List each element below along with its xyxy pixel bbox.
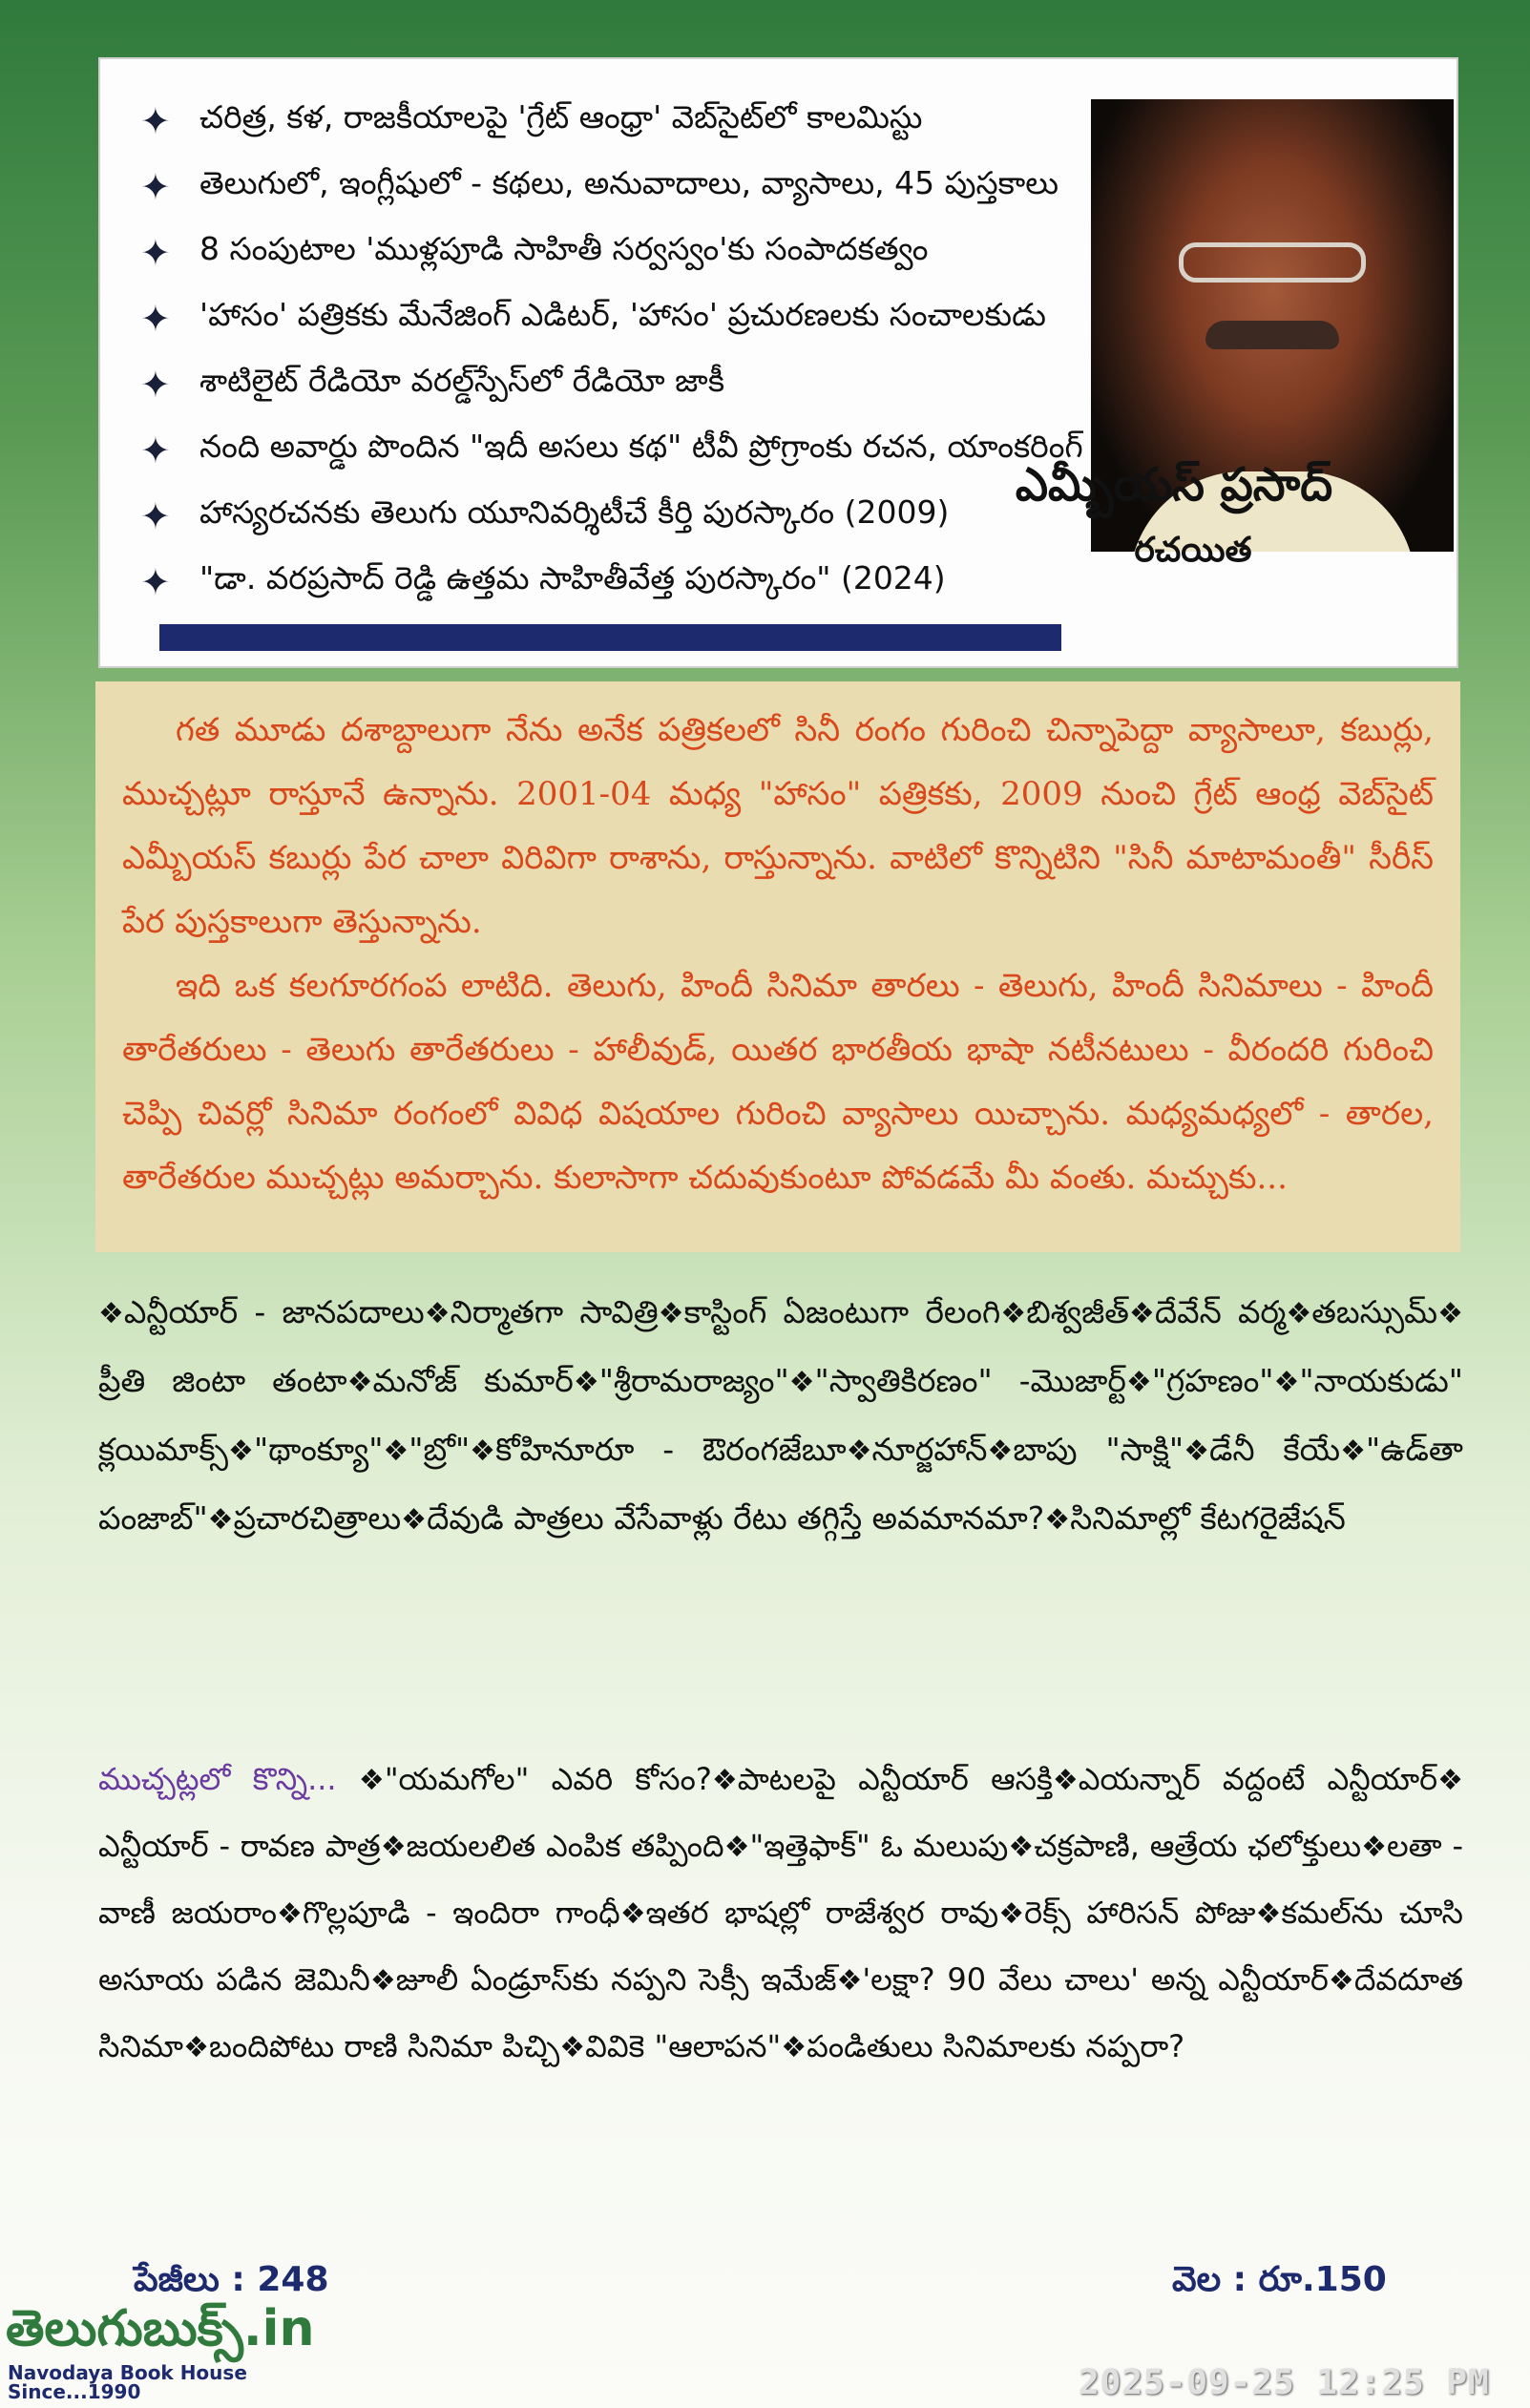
chat-item: వివికె "ఆలాపన" (585, 2028, 782, 2064)
topic-item: రేటు తగ్గిస్తే అవమానమా? (733, 1499, 1045, 1537)
topic-item: "స్వాతికిరణం" -మొజార్ట్ (814, 1362, 1126, 1399)
chat-item: ఎయన్నార్ వద్దంటే ఎన్టీయార్ (1078, 1761, 1438, 1797)
diamond-bullet-icon: ❖ (781, 2031, 807, 2064)
page-count: పేజీలు : 248 (134, 2260, 329, 2299)
diamond-bullet-icon: ❖ (1437, 1764, 1464, 1797)
chat-item: చక్రపాణి, ఆత్రేయ ఛలోక్తులు (1034, 1828, 1362, 1864)
star-bullet-icon: ✦ (140, 231, 171, 274)
author-name: ఎమ్బీయస్ ప్రసాద్ (1015, 458, 1333, 512)
achievement-item: ✦ నంది అవార్డు పొందిన "ఇదీ అసలు కథ" టీవీ ప్రోగ్రాంకు రచన, యాంకరింగ్ (140, 428, 1083, 471)
diamond-bullet-icon: ❖ (207, 1503, 234, 1537)
star-bullet-icon: ✦ (140, 429, 171, 471)
topic-item: కోహినూరూ - ఔరంగజేబూ (495, 1431, 847, 1468)
achievement-item: ✦ "డా. వరప్రసాద్ రెడ్డి ఉత్తమ సాహితీవేత్త పురస్కారం" (2024) (140, 559, 946, 603)
diamond-bullet-icon: ❖ (619, 1897, 646, 1931)
topic-item: బిశ్వజీత్ (1026, 1293, 1129, 1330)
topic-item: ఎన్టీయార్ - జానపదాలు (123, 1293, 425, 1330)
diamond-bullet-icon: ❖ (1052, 1764, 1079, 1797)
diamond-bullet-icon: ❖ (383, 1434, 409, 1468)
chat-item: దేవదూత సినిమా (98, 1961, 1464, 2064)
diamond-bullet-icon: ❖ (1328, 1964, 1354, 1998)
star-bullet-icon: ✦ (140, 363, 171, 406)
topic-item: "థాంక్యూ" (253, 1431, 384, 1468)
chat-item: రెక్స్ హారిసన్ పోజు (1024, 1895, 1256, 1931)
diamond-bullet-icon: ❖ (1000, 1297, 1027, 1330)
chat-item: ఎన్టీయార్ - రావణ పాత్ర (98, 1828, 381, 1864)
diamond-bullet-icon: ❖ (1255, 1897, 1282, 1931)
topic-item: తబస్సుమ్ (1311, 1293, 1438, 1330)
chats-list (98, 1747, 1463, 2081)
blurb-paragraph-1: గత మూడు దశాబ్దాలుగా నేను అనేక పత్రికలలో సినీ రంగం గురించి చిన్నాపెద్దా వ్యాసాలూ, కబుర్లు, ముచ్చట్లూ రాస్తూనే ఉన్నాను. 2001-04 మధ్య "హాసం" పత్రికకు, 2009 నుంచి గ్రేట్ ఆంధ్ర వెబ్‌సైట్ ఎమ్బీయస్ కబుర్లు పేర చాలా విరివిగా రాశాను, రాస్తున్నాను. వాటిలో కొన్నిటిని "సినీ మాటామంతీ" సీరీస్ పేర పుస్తకాలుగా తెస్తున్నాను. (122, 711, 1434, 941)
author-role: రచయిత (1134, 531, 1252, 570)
star-bullet-icon: ✦ (140, 494, 171, 537)
topic-item: నూర్జహాన్ (871, 1431, 988, 1468)
diamond-bullet-icon: ❖ (846, 1434, 872, 1468)
photo-timestamp: 2025-09-25 12:25 PM (1079, 2363, 1490, 2402)
chat-item: బందిపోటు రాణి సినిమా పిచ్చి (208, 2028, 560, 2064)
site-logo: తెలుగుబుక్స్.in (6, 2300, 315, 2357)
chat-item: ఇతర భాషల్లో రాజేశ్వర రావు (645, 1895, 999, 1931)
diamond-bullet-icon: ❖ (559, 2031, 586, 2064)
achievement-item: ✦ హాస్యరచనకు తెలుగు యూనివర్శిటీచే కీర్తి పురస్కారం (2009) (140, 493, 950, 537)
diamond-bullet-icon: ❖ (723, 1831, 750, 1864)
chat-item: కమల్‌ను చూసి అసూయ పడిన జెమినీ (98, 1895, 1463, 1998)
blurb-box (95, 681, 1460, 1252)
diamond-bullet-icon: ❖ (1273, 1366, 1300, 1399)
chat-item: 'లక్షా? 90 వేలు చాలు' అన్న ఎన్టీయార్ (862, 1961, 1329, 1998)
achievement-item: ✦ తెలుగులో, ఇంగ్లీషులో - కథలు, అనువాదాలు, వ్యాసాలు, 45 పుస్తకాలు (140, 164, 1059, 208)
diamond-bullet-icon: ❖ (358, 1764, 385, 1797)
decorative-bar (159, 624, 1061, 651)
achievement-item: ✦ శాటిలైట్ రేడియో వరల్డ్‌స్పేస్‌లో రేడియో జాకీ (140, 362, 725, 406)
diamond-bullet-icon: ❖ (1340, 1434, 1366, 1468)
topic-item: "నాయకుడు" క్లయిమాక్స్ (98, 1362, 1463, 1468)
diamond-bullet-icon: ❖ (424, 1297, 451, 1330)
diamond-bullet-icon: ❖ (401, 1503, 428, 1537)
diamond-bullet-icon: ❖ (998, 1897, 1025, 1931)
diamond-bullet-icon: ❖ (1184, 1434, 1209, 1468)
topic-item: "ఉడ్‌తా పంజాబ్" (98, 1431, 1463, 1537)
chat-item: జూలీ ఏండ్రూస్‌కు నప్పని సెక్సీ ఇమేజ్ (395, 1961, 837, 1998)
chat-item: పండితులు సినిమాలకు నప్పరా? (807, 2028, 1185, 2064)
diamond-bullet-icon: ❖ (369, 1964, 396, 1998)
topic-item: నిర్మాతగా సావిత్రి (450, 1293, 659, 1330)
chat-item: "యమగోల" ఎవరి కోసం? (384, 1761, 712, 1797)
chat-item: "ఇత్తెఫాక్" ఓ మలుపు (749, 1828, 1009, 1864)
logo-since: Since...1990 (8, 2380, 141, 2403)
achievement-item: ✦ 'హాసం' పత్రికకు మేనేజింగ్ ఎడిటర్, 'హాసం' ప్రచురణలకు సంచాలకుడు (140, 296, 1046, 340)
topic-item: దేవేన్ వర్మ (1154, 1293, 1287, 1330)
price: వెల : రూ.150 (1172, 2260, 1387, 2299)
diamond-bullet-icon: ❖ (380, 1831, 407, 1864)
topic-item: "గ్రహణం" (1151, 1362, 1274, 1399)
diamond-bullet-icon: ❖ (658, 1297, 684, 1330)
topic-item: ప్రీతి జింటా తంటా (98, 1362, 347, 1399)
star-bullet-icon: ✦ (140, 560, 171, 603)
diamond-bullet-icon: ❖ (788, 1366, 815, 1399)
star-bullet-icon: ✦ (140, 165, 171, 208)
diamond-bullet-icon: ❖ (228, 1434, 254, 1468)
diamond-bullet-icon: ❖ (987, 1434, 1014, 1468)
chat-item: లతా - వాణీ జయరాం (98, 1828, 1464, 1931)
diamond-bullet-icon: ❖ (1361, 1831, 1387, 1864)
topic-item: ప్రచారచిత్రాలు (233, 1499, 402, 1537)
achievements-list (140, 88, 1083, 615)
diamond-bullet-icon: ❖ (1437, 1297, 1463, 1330)
diamond-bullet-icon: ❖ (1128, 1297, 1155, 1330)
chats-lead: ముచ్చట్లలో కొన్ని... (98, 1761, 337, 1797)
diamond-bullet-icon: ❖ (1125, 1366, 1152, 1399)
diamond-bullet-icon: ❖ (470, 1434, 496, 1468)
chat-item: జయలలిత ఎంపిక తప్పింది (406, 1828, 724, 1864)
topic-item: డేనీ కేయే (1208, 1431, 1341, 1468)
achievement-item: ✦ 8 సంపుటాల 'ముళ్లపూడి సాహితీ సర్వస్వం'కు సంపాదకత్వం (140, 230, 929, 274)
topic-item: దేవుడి పాత్రలు వేసేవాళ్లు (427, 1499, 723, 1537)
diamond-bullet-icon: ❖ (98, 1297, 124, 1330)
diamond-bullet-icon: ❖ (836, 1964, 863, 1998)
logo-subtitle (8, 2363, 247, 2401)
diamond-bullet-icon: ❖ (183, 2031, 209, 2064)
topic-item: బాపు "సాక్షి" (1013, 1431, 1184, 1468)
glasses-shape (1179, 242, 1366, 283)
diamond-bullet-icon: ❖ (276, 1897, 303, 1931)
star-bullet-icon: ✦ (140, 99, 171, 142)
diamond-bullet-icon: ❖ (1286, 1297, 1312, 1330)
topic-item: సినిమాల్లో కేటగరైజేషన్ (1070, 1499, 1346, 1537)
topics-list (98, 1279, 1463, 1554)
chat-item: గొల్లపూడి - ఇందిరా గాంధీ (302, 1895, 620, 1931)
diamond-bullet-icon: ❖ (1008, 1831, 1035, 1864)
diamond-bullet-icon: ❖ (573, 1366, 599, 1399)
topic-item: మనోజ్ కుమార్ (372, 1362, 574, 1399)
topic-item: "శ్రీరామరాజ్యం" (598, 1362, 789, 1399)
achievement-item: ✦ చరిత్ర, కళ, రాజకీయాలపై 'గ్రేట్ ఆంధ్రా' వెబ్‌సైట్‌లో కాలమిస్టు (140, 98, 923, 142)
diamond-bullet-icon: ❖ (346, 1366, 373, 1399)
topic-item: కాస్టింగ్ ఏజంటుగా రేలంగి (683, 1293, 1001, 1330)
diamond-bullet-icon: ❖ (711, 1764, 738, 1797)
star-bullet-icon: ✦ (140, 297, 171, 340)
logo-publisher: Navodaya Book House (8, 2361, 247, 2384)
diamond-bullet-icon: ❖ (1044, 1503, 1071, 1537)
chat-item: పాటలపై ఎన్టీయార్ ఆసక్తి (737, 1761, 1053, 1797)
blurb-paragraph-2: ఇది ఒక కలగూరగంప లాటిది. తెలుగు, హిందీ సినిమా తారలు - తెలుగు, హిందీ సినిమాలు - హిందీ తారేతరులు - తెలుగు తారేతరులు - హాలీవుడ్, యితర భారతీయ భాషా నటీనటులు - వీరందరి గురించి చెప్పి చివర్లో సినిమా రంగంలో వివిధ విషయాల గురించి వ్యాసాలు యిచ్చాను. మధ్యమధ్యలో - తారల, తారేతరుల ముచ్చట్లు అమర్చాను. కులాసాగా చదువుకుంటూ పోవడమే మీ వంతు. మచ్చుకు... (122, 967, 1434, 1197)
topic-item: "బ్రో" (409, 1431, 471, 1468)
mustache-shape (1205, 321, 1339, 349)
